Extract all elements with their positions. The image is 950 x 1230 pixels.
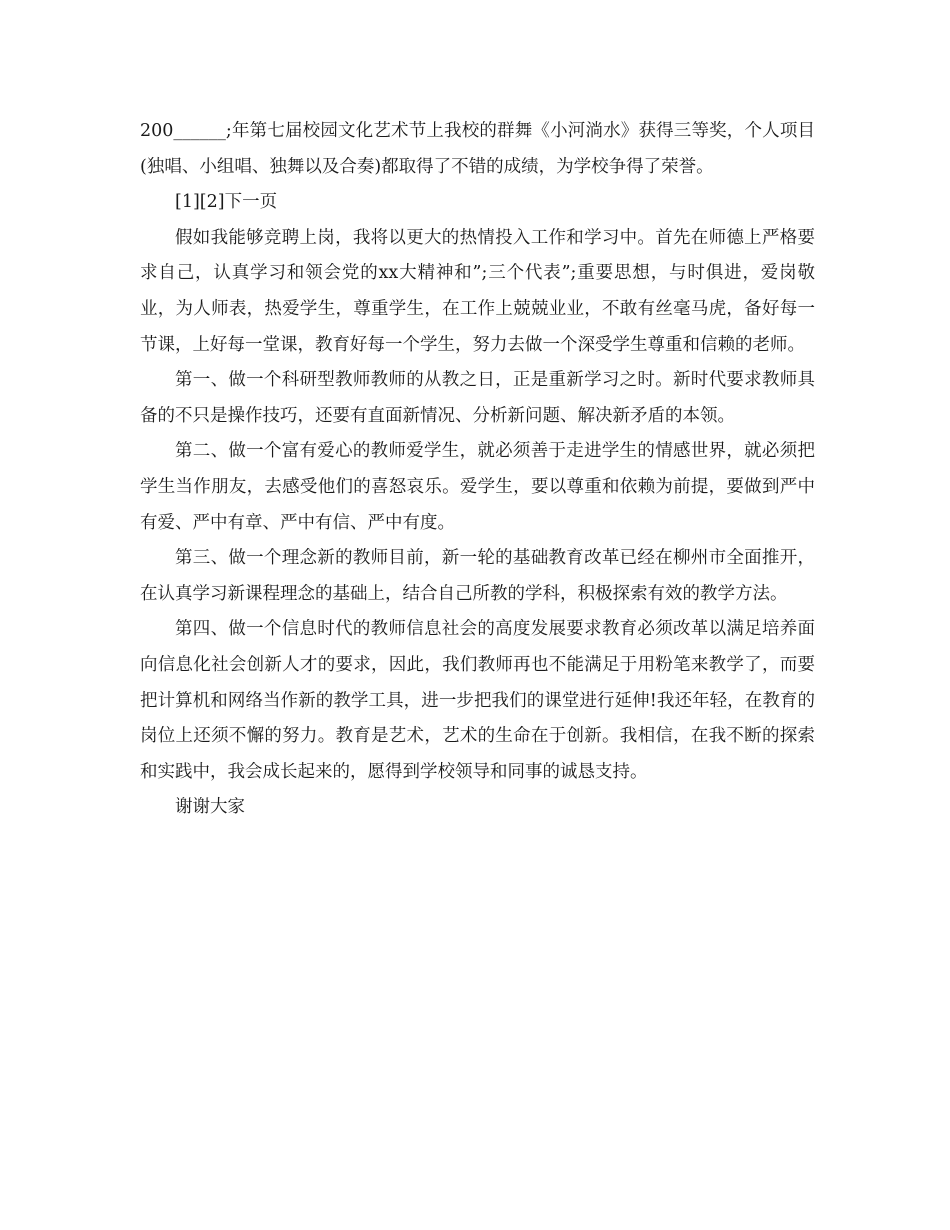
paragraph-point-3: 第三、做一个理念新的教师目前，新一轮的基础教育改革已经在柳州市全面推开，在认真学习新课程理念的基础上，结合自己所教的学科，积极探索有效的教学方法。 <box>140 548 815 604</box>
document-body <box>140 114 815 826</box>
page-link-2[interactable]: [2] <box>199 192 225 213</box>
paragraph-point-2: 第二、做一个富有爱心的教师爱学生，就必须善于走进学生的情感世界，就必须把学生当作朋友，去感受他们的喜怒哀乐。爱学生，要以尊重和依赖为前提，要做到严中有爱、严中有章、严中有信、严中有度。 <box>140 441 815 533</box>
page-link-1[interactable]: [1] <box>175 192 200 213</box>
paragraph-point-1: 第一、做一个科研型教师教师的从教之日，正是重新学习之时。新时代要求教师具备的不只是操作技巧，还要有直面新情况、分析新问题、解决新矛盾的本领。 <box>140 370 815 426</box>
pagination-nav <box>140 185 815 221</box>
next-page-link[interactable]: 下一页 <box>224 192 278 213</box>
closing-line: 谢谢大家 <box>175 797 245 818</box>
paragraph-intro: 200______;年第七届校园文化艺术节上我校的群舞《小河淌水》获得三等奖，个人项目(独唱、小组唱、独舞以及合奏)都取得了不错的成绩，为学校争得了荣誉。 <box>140 121 815 177</box>
paragraph-pledge: 假如我能够竞聘上岗，我将以更大的热情投入工作和学习中。首先在师德上严格要求自己，认真学习和领会党的xx大精神和”;三个代表”;重要思想，与时俱进，爱岗敬业，为人师表，热爱学生，尊重学生，在工作上兢兢业业，不敢有丝毫马虎，备好每一节课，上好每一堂课，教育好每一个学生，努力去做一个深受学生尊重和信赖的老师。 <box>140 227 815 355</box>
paragraph-point-4: 第四、做一个信息时代的教师信息社会的高度发展要求教育必须改革以满足培养面向信息化社会创新人才的要求，因此，我们教师再也不能满足于用粉笔来教学了，而要把计算机和网络当作新的教学工具，进一步把我们的课堂进行延伸!我还年轻，在教育的岗位上还须不懈的努力。教育是艺术，艺术的生命在于创新。我相信，在我不断的探索和实践中，我会成长起来的，愿得到学校领导和同事的诚恳支持。 <box>140 619 815 782</box>
